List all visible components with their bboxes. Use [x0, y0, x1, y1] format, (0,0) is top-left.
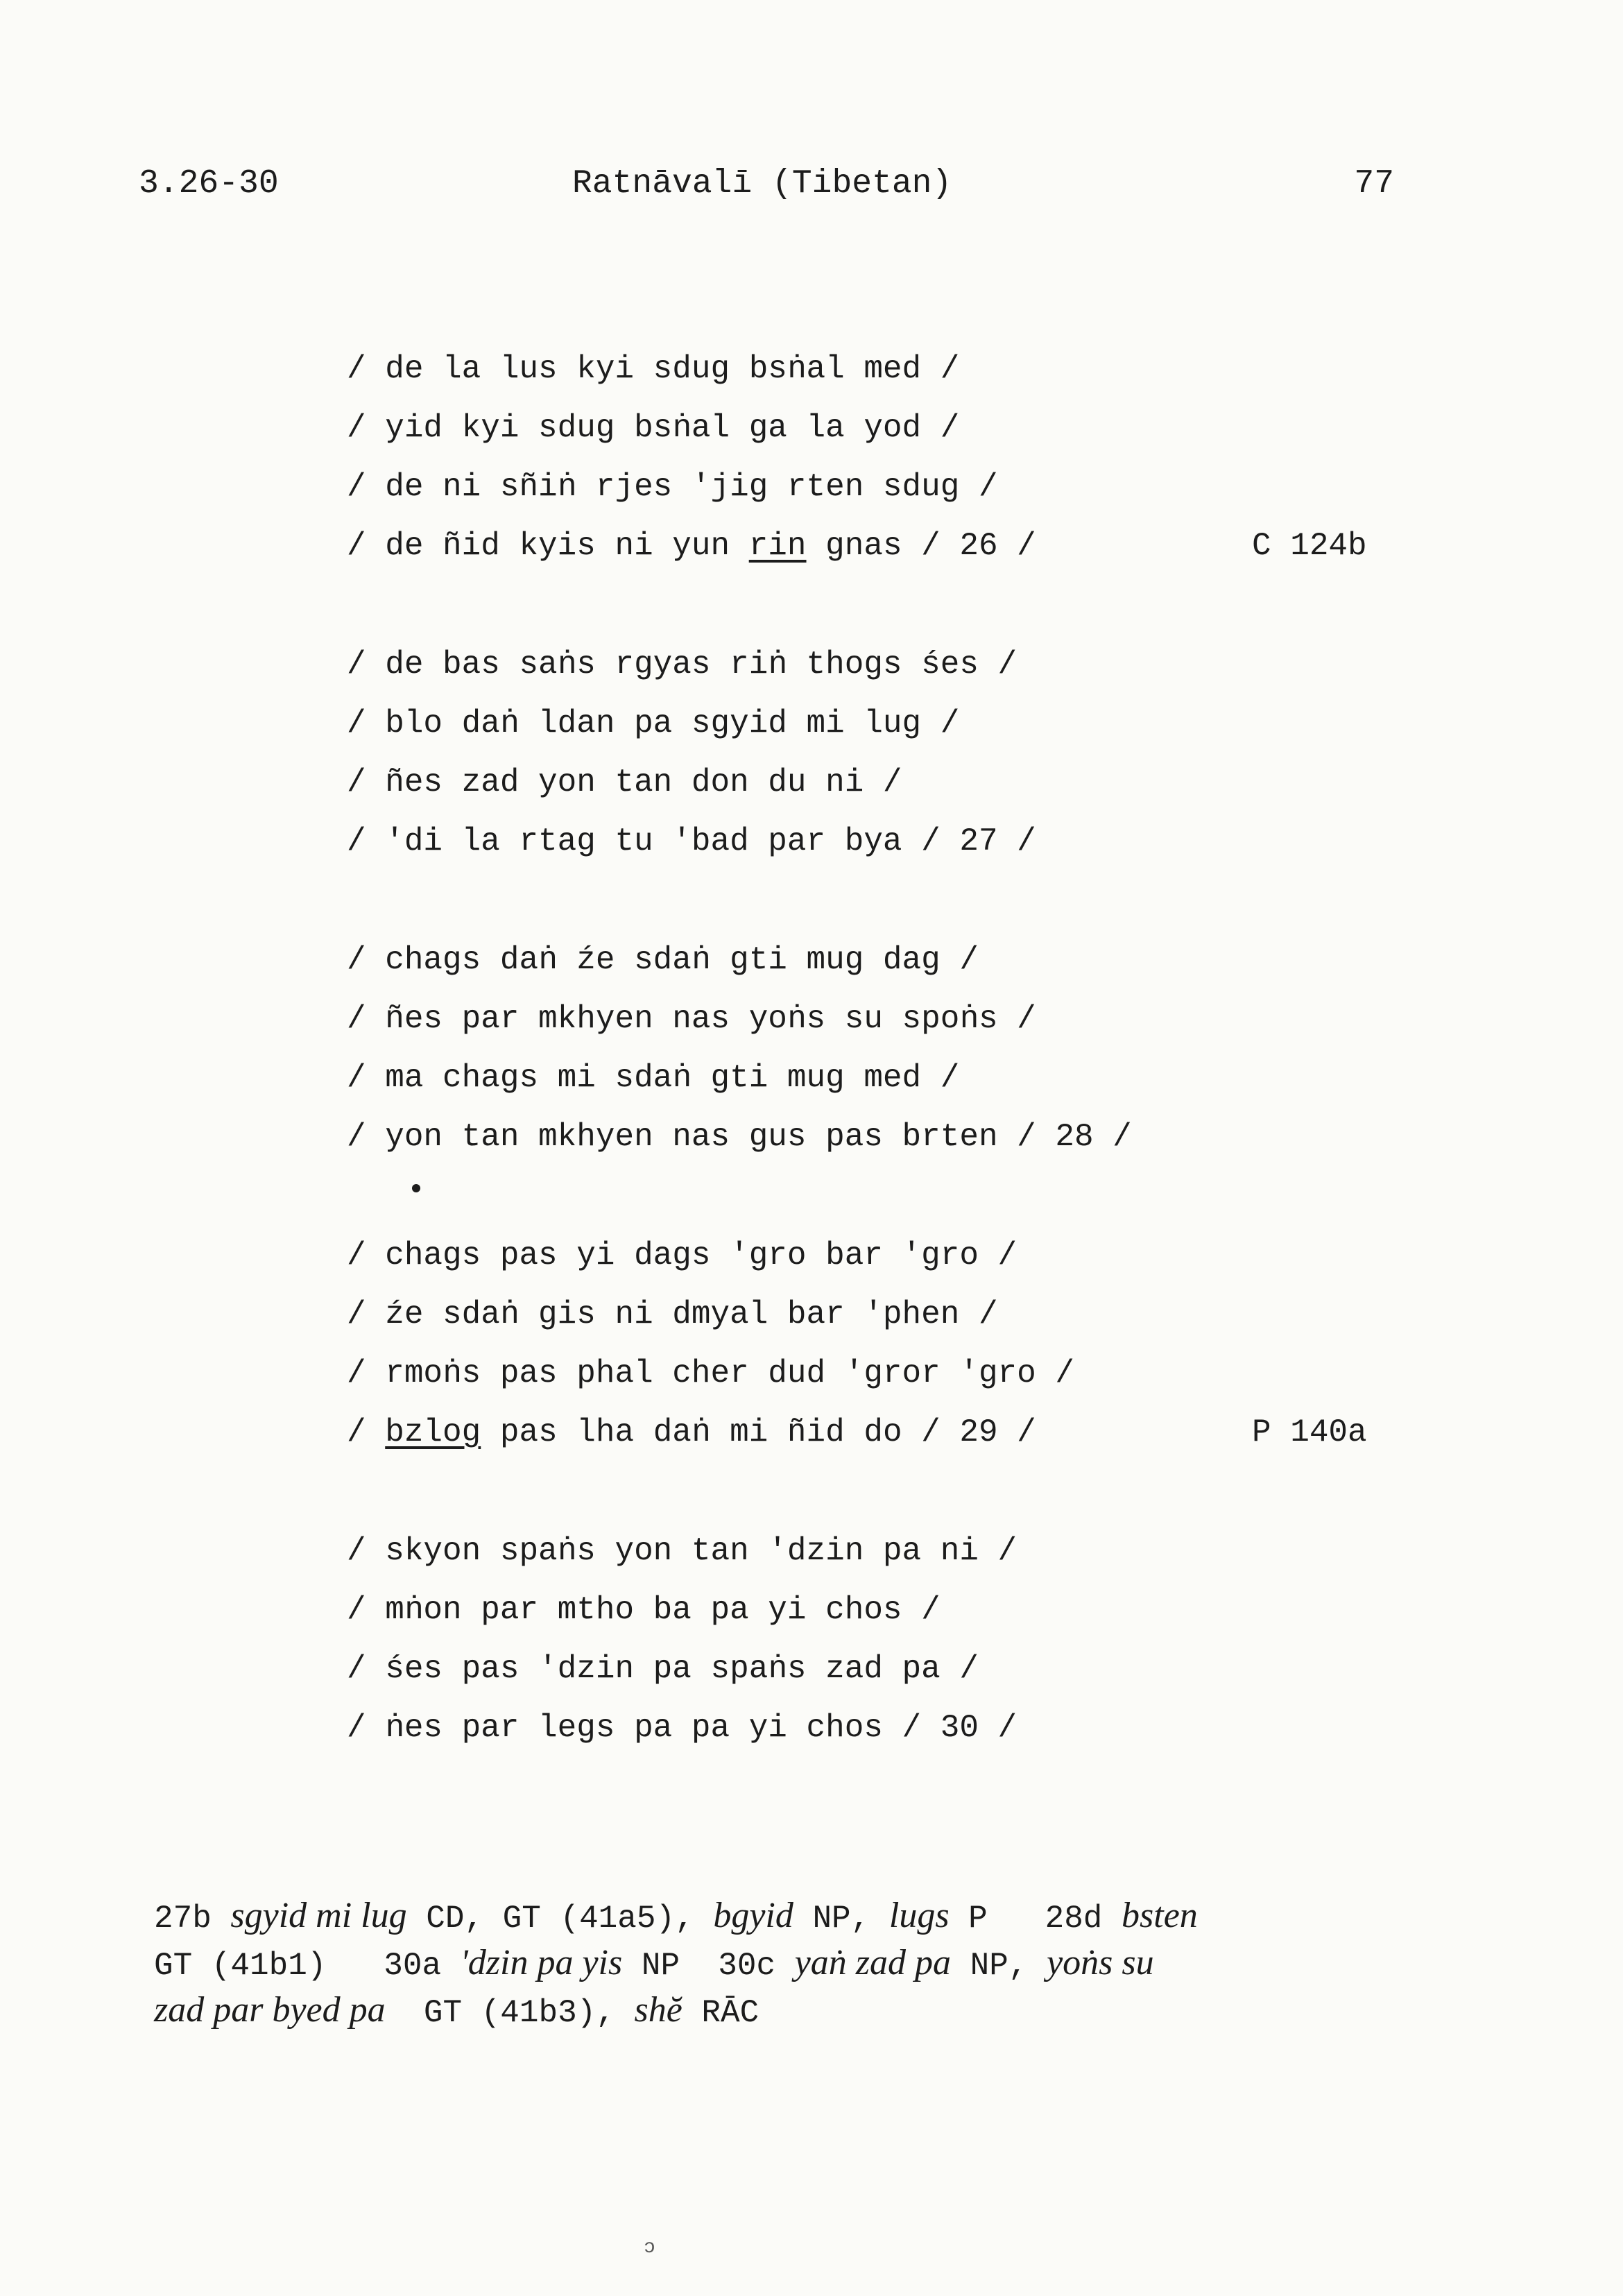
variant-reading: shĕ: [634, 1990, 682, 2030]
verse-block: [347, 340, 1387, 1817]
page-title: Ratnāvalī (Tibetan): [572, 165, 952, 203]
note-text: NP,: [793, 1901, 889, 1937]
verse-text: / 'di la rtag tu 'bad par bya / 27 /: [347, 823, 1036, 859]
note-text: GT (41b1) 30a: [154, 1948, 461, 1984]
verse-text: / ma chags mi sdaṅ gti mug med /: [347, 1060, 960, 1096]
verse-line: [347, 753, 1387, 812]
verse-text: / chags pas yi dags 'gro bar 'gro /: [347, 1237, 1017, 1274]
verse-text: / ṅes par legs pa pa yi chos / 30 /: [347, 1710, 1017, 1746]
variant-reading: yoṅs su: [1047, 1943, 1154, 1982]
verse-line: [347, 1640, 1387, 1699]
verse-text: / de ni sñiṅ rjes 'jig rten sdug /: [347, 469, 998, 505]
verse-text: pas lha daṅ mi ñid do / 29 /: [481, 1414, 1036, 1450]
note-text: CD, GT (41a5),: [406, 1901, 714, 1937]
verse-text: / de bas saṅs rgyas riṅ thogs śes /: [347, 646, 1017, 683]
verse-line: [347, 812, 1387, 871]
verse-line: [347, 399, 1387, 458]
note-line: [154, 1988, 1409, 2035]
verse-line: [347, 458, 1387, 517]
verse-line: [347, 340, 1387, 399]
verse-text: / chags daṅ źe sdaṅ gti mug dag /: [347, 942, 979, 978]
section-range: 3.26-30: [139, 165, 279, 203]
variant-reading: sgyid mi lug: [230, 1896, 407, 1935]
verse-line: [347, 1581, 1387, 1640]
verse-line: [347, 1522, 1387, 1581]
note-text: RĀC: [682, 1995, 759, 2031]
variant-reading: lugs: [888, 1896, 950, 1935]
note-text: NP 30c: [622, 1948, 795, 1984]
verse-text: / yon tan mkhyen nas gus pas brten / 28 /: [347, 1119, 1132, 1155]
stanza: [347, 1226, 1387, 1462]
verse-line: [347, 1344, 1387, 1403]
stray-dot: [412, 1184, 420, 1192]
verse-text: / yid kyi sdug bsṅal ga la yod /: [347, 410, 960, 446]
footer-mark: ɔ: [644, 2237, 655, 2259]
verse-text: /: [347, 1414, 386, 1450]
verse-text: / skyon spaṅs yon tan 'dzin pa ni /: [347, 1533, 1017, 1569]
verse-line: [347, 1108, 1387, 1167]
folio-reference: C 124b: [1252, 528, 1367, 564]
variant-reading: bgyid: [713, 1896, 793, 1935]
stanza: [347, 931, 1387, 1167]
variant-reading: yaṅ zad pa: [794, 1943, 952, 1982]
verse-text: / rmoṅs pas phal cher dud 'gror 'gro /: [347, 1355, 1074, 1391]
verse-line: [347, 990, 1387, 1049]
verse-line: [347, 694, 1387, 753]
stanza: [347, 1522, 1387, 1758]
verse-line: [347, 517, 1387, 576]
verse-text: / de ñid kyis ni yun: [347, 528, 749, 564]
verse-text: gnas / 26 /: [806, 528, 1036, 564]
verse-line: [347, 1226, 1387, 1285]
note-line: [154, 1894, 1409, 1941]
underlined-word: bzlog: [385, 1414, 481, 1450]
stanza: [347, 340, 1387, 576]
note-text: P 28d: [949, 1901, 1122, 1937]
variant-reading: 'dzin pa yis: [460, 1943, 623, 1982]
verse-text: / blo daṅ ldan pa sgyid mi lug /: [347, 705, 960, 742]
verse-line: [347, 1049, 1387, 1108]
verse-text: / śes pas 'dzin pa spaṅs zad pa /: [347, 1651, 979, 1687]
page-number: 77: [1354, 165, 1394, 203]
note-text: 27b: [154, 1901, 231, 1937]
underlined-word: rin: [748, 528, 807, 564]
folio-reference: P 140a: [1252, 1414, 1367, 1450]
critical-apparatus: [154, 1894, 1409, 2035]
verse-text: / ñes par mkhyen nas yoṅs su spoṅs /: [347, 1001, 1036, 1037]
note-text: NP,: [951, 1948, 1047, 1984]
verse-line: [347, 931, 1387, 990]
verse-text: / źe sdaṅ gis ni dmyal bar 'phen /: [347, 1296, 998, 1333]
page-header: [139, 165, 1394, 214]
verse-text: / mṅon par mtho ba pa yi chos /: [347, 1592, 941, 1628]
variant-reading: zad par byed pa: [154, 1990, 386, 2030]
verse-line: [347, 1285, 1387, 1344]
verse-text: / de la lus kyi sdug bsṅal med /: [347, 351, 960, 387]
verse-line: [347, 635, 1387, 694]
verse-text: / ñes zad yon tan don du ni /: [347, 764, 902, 800]
verse-line: [347, 1403, 1387, 1462]
verse-line: [347, 1699, 1387, 1758]
note-line: [154, 1941, 1409, 1988]
variant-reading: bsten: [1122, 1896, 1198, 1935]
stanza: [347, 635, 1387, 871]
note-text: GT (41b3),: [385, 1995, 635, 2031]
